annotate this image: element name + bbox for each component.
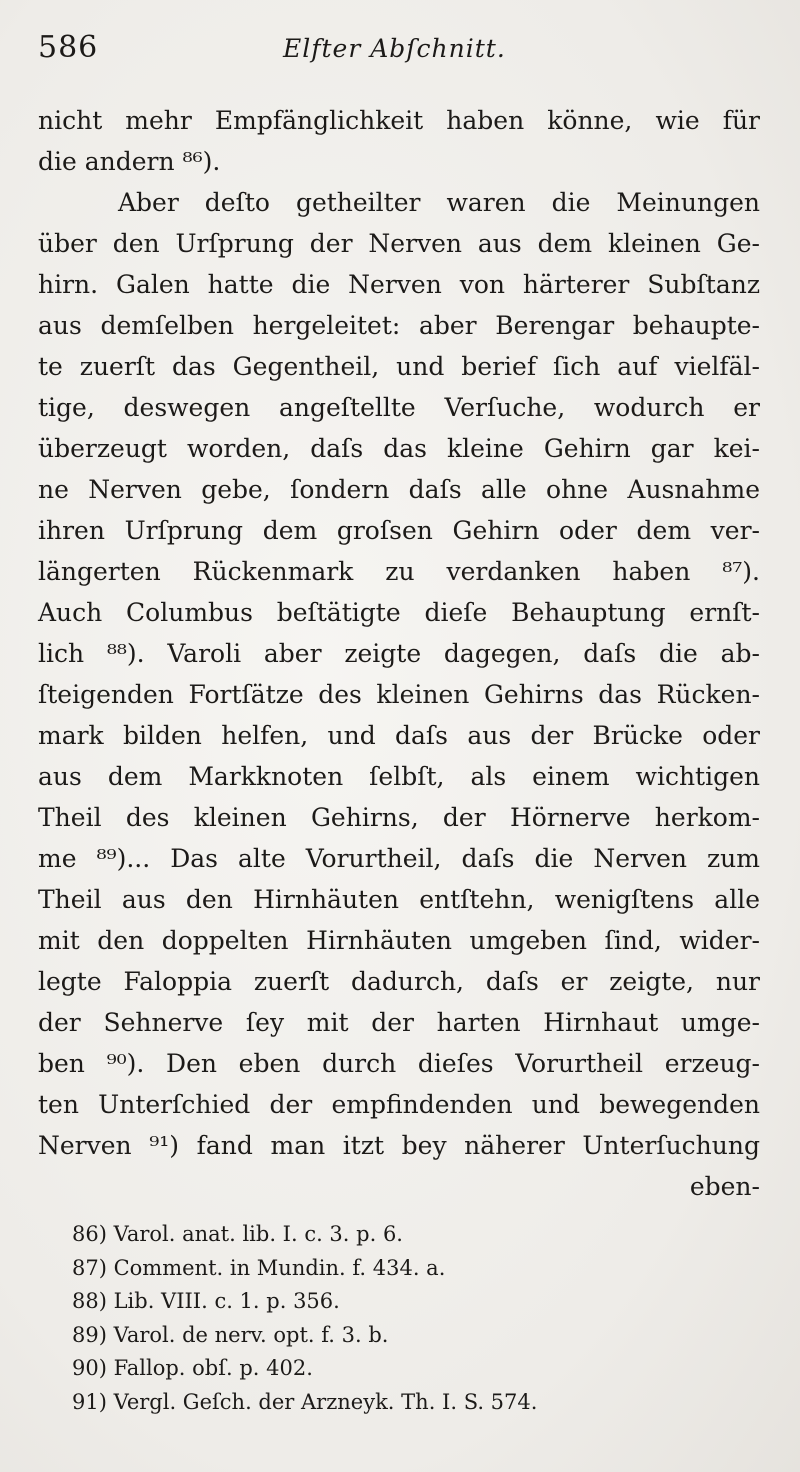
text-line: Nerven ⁹¹) fand man itzt bey näherer Unterſuchung — [38, 1131, 760, 1160]
text-line: tige, deswegen angeſtellte Verſuche, wodurch er — [38, 393, 760, 422]
text-line: die andern ⁸⁶). — [38, 147, 221, 176]
text-line: überzeugt worden, daſs das kleine Gehirn gar kei- — [38, 434, 760, 463]
text-line: ſteigenden Fortſätze des kleinen Gehirns das Rücken- — [38, 680, 760, 709]
running-head: Elfter Abſchnitt. — [283, 34, 506, 63]
footnote: 89) Varol. de nerv. opt. f. 3. b. — [72, 1322, 389, 1347]
text-line: aus demſelben hergeleitet: aber Berengar behaupte- — [38, 311, 760, 340]
text-line: me ⁸⁹)... Das alte Vorurtheil, daſs die Nerven zum — [38, 844, 760, 873]
text-line: der Sehnerve ſey mit der harten Hirnhaut umge- — [38, 1008, 760, 1037]
text-line: te zuerſt das Gegentheil, und berief ſich auf vielfäl- — [38, 352, 760, 381]
text-line: Aber deſto getheilter waren die Meinungen — [118, 188, 760, 217]
text-line: nicht mehr Empfänglichkeit haben könne, wie für — [38, 106, 760, 135]
text-line: hirn. Galen hatte die Nerven von härterer Subſtanz — [38, 270, 760, 299]
page-number: 586 — [38, 30, 99, 65]
text-line: ne Nerven gebe, ſondern daſs alle ohne Ausnahme — [38, 475, 760, 504]
footnote: 91) Vergl. Geſch. der Arzneyk. Th. I. S. 574. — [72, 1389, 538, 1414]
footnote: 90) Fallop. obſ. p. 402. — [72, 1356, 313, 1380]
footnotes — [72, 1218, 752, 1419]
footnote: 86) Varol. anat. lib. I. c. 3. p. 6. — [72, 1222, 403, 1246]
text-line: ihren Urſprung dem groſsen Gehirn oder dem ver- — [38, 516, 760, 545]
catchword: eben- — [689, 1172, 760, 1201]
text-line: ben ⁹⁰). Den eben durch dieſes Vorurtheil erzeug- — [38, 1049, 760, 1078]
text-line: mit den doppelten Hirnhäuten umgeben ſind, wider- — [38, 926, 760, 955]
text-line: ten Unterſchied der empfindenden und bewegenden — [38, 1090, 760, 1119]
text-line: Theil des kleinen Gehirns, der Hörnerve herkom- — [38, 803, 760, 832]
text-line: lich ⁸⁸). Varoli aber zeigte dagegen, daſs die ab- — [38, 639, 760, 668]
text-line: längerten Rückenmark zu verdanken haben ⁸⁷). — [38, 557, 760, 586]
footnote: 88) Lib. VIII. c. 1. p. 356. — [72, 1289, 340, 1313]
footnote: 87) Comment. in Mundin. f. 434. a. — [72, 1255, 446, 1280]
text-line: legte Faloppia zuerſt dadurch, daſs er zeigte, nur — [38, 967, 760, 996]
text-line: Theil aus den Hirnhäuten entſtehn, wenigſtens alle — [38, 885, 760, 914]
text-line: Auch Columbus beſtätigte dieſe Behauptung ernſt- — [38, 598, 760, 627]
text-line: aus dem Markknoten ſelbſt, als einem wichtigen — [38, 762, 760, 791]
text-line: mark bilden helfen, und daſs aus der Brücke oder — [38, 721, 760, 750]
text-line: über den Urſprung der Nerven aus dem kleinen Ge- — [38, 229, 760, 258]
page-header — [38, 30, 758, 70]
body-text — [38, 100, 760, 1207]
